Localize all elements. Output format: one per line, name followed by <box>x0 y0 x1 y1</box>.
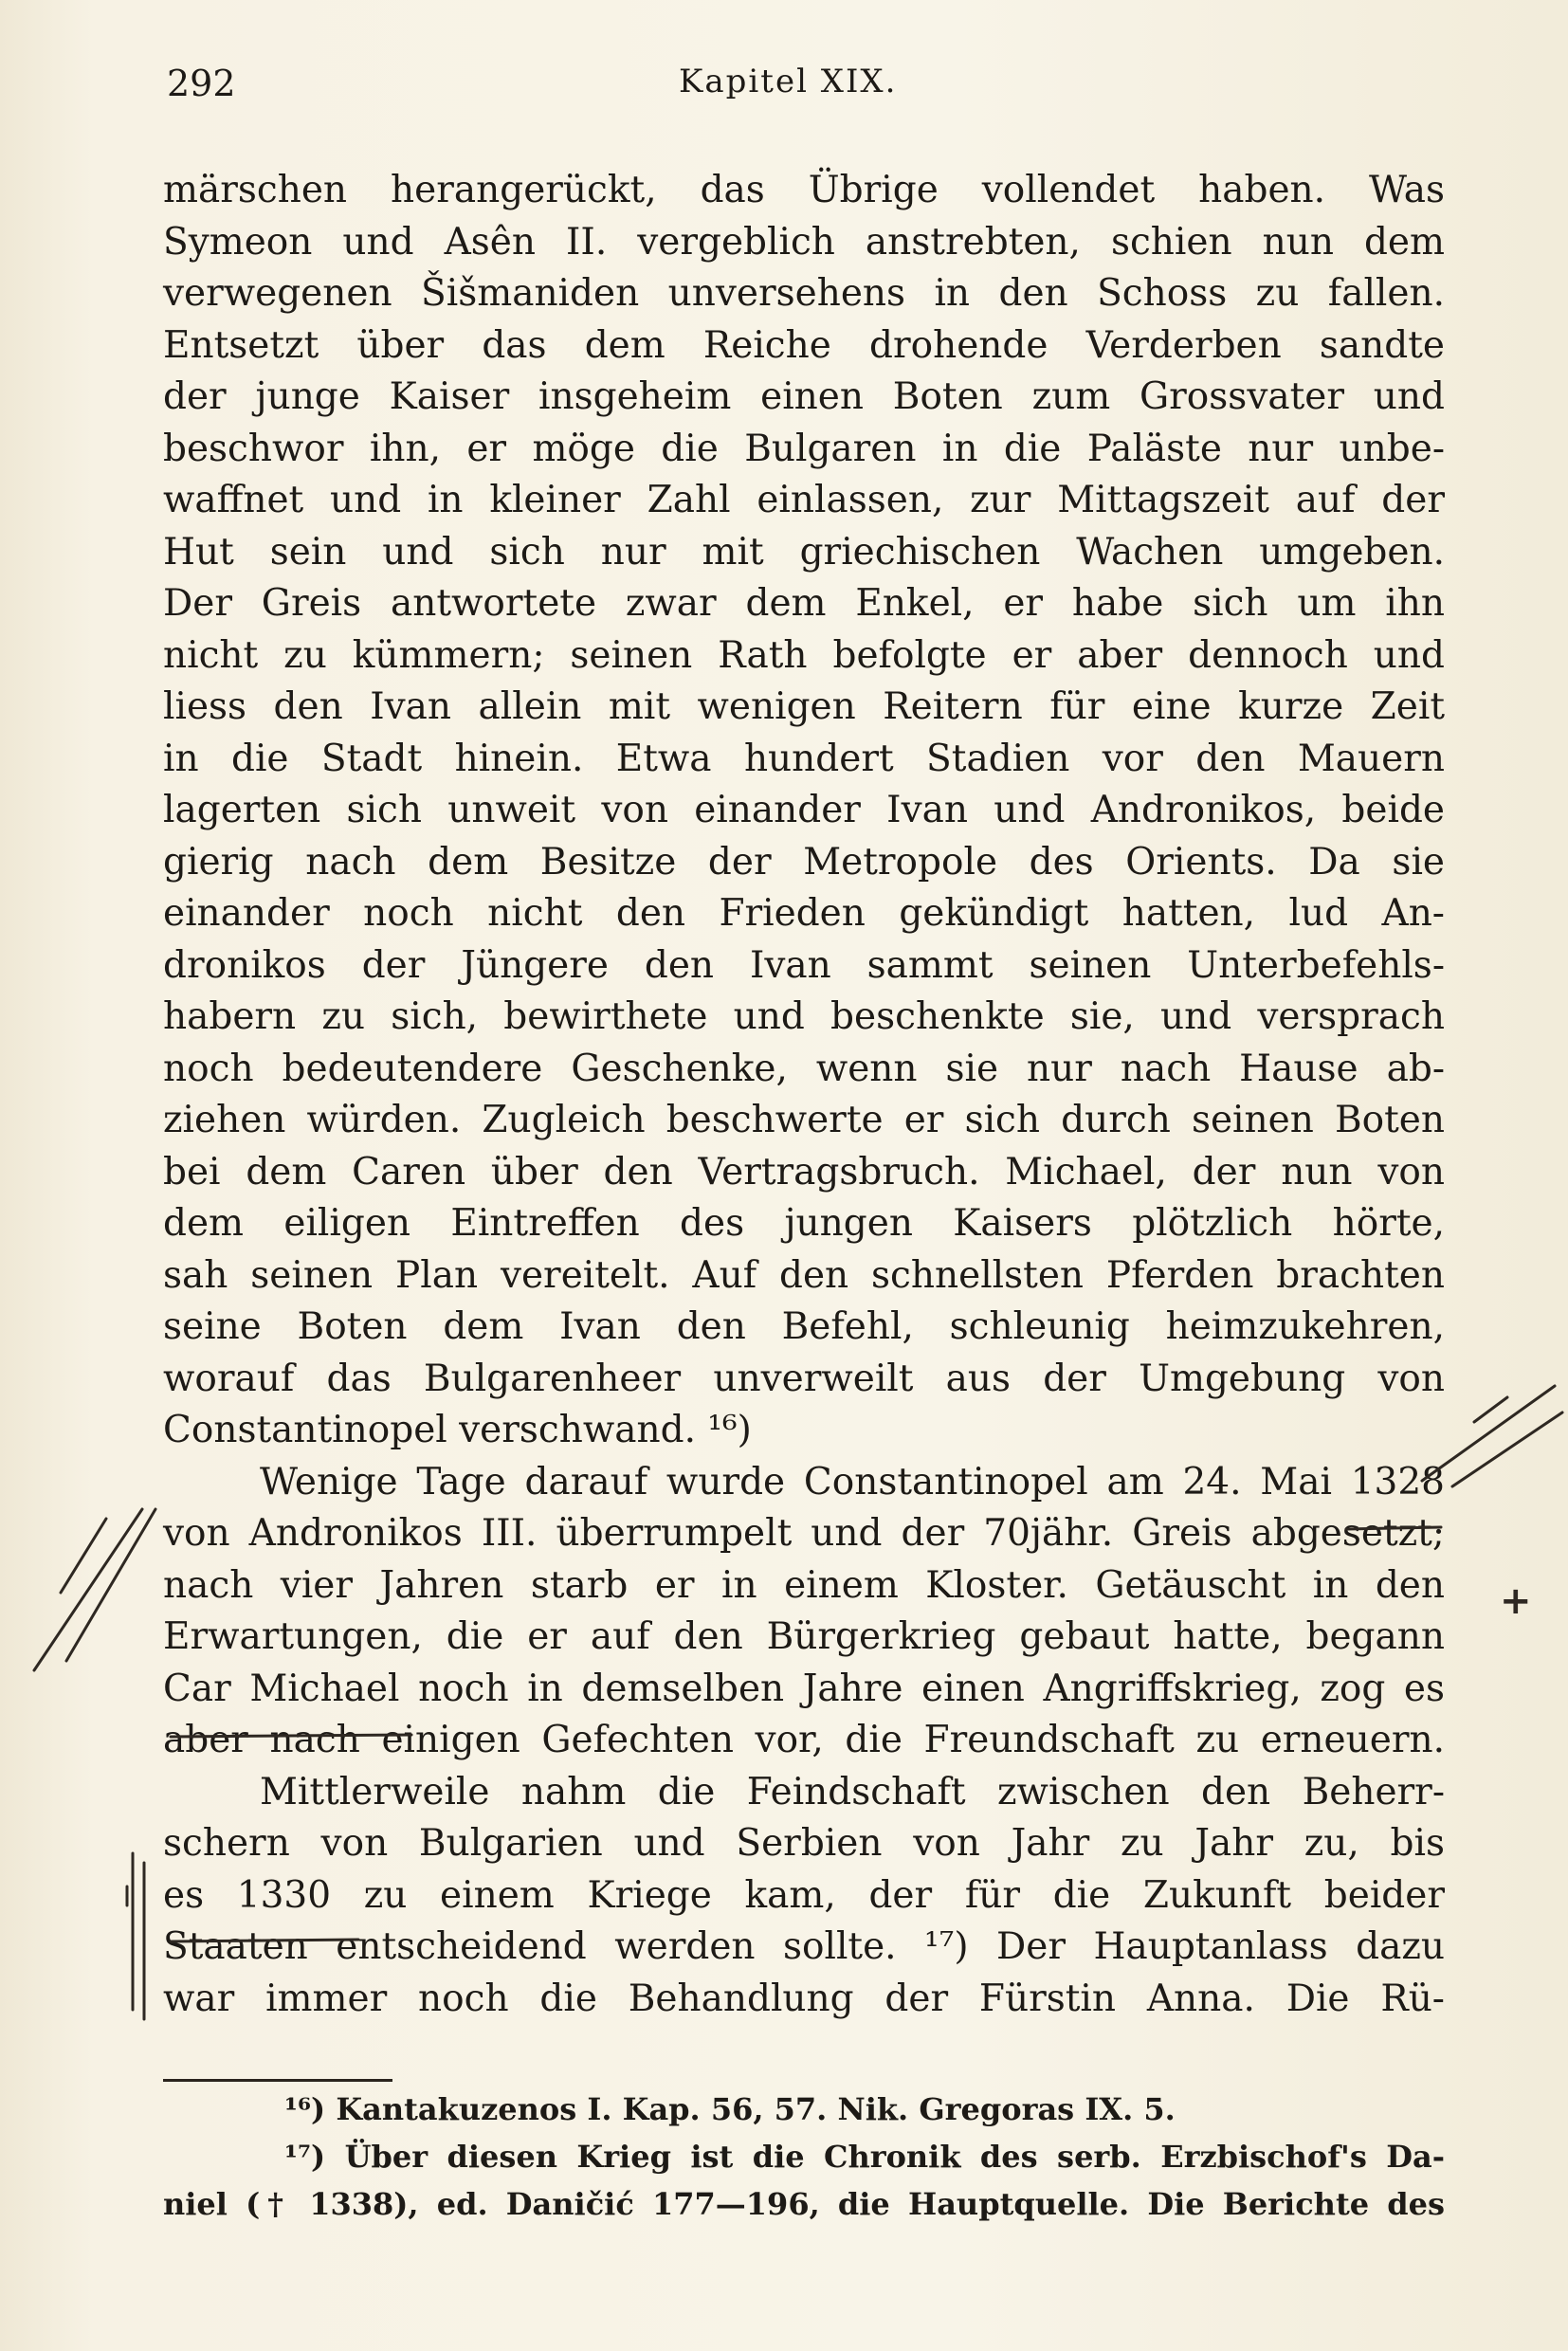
text-line: liess den Ivan allein mit wenigen Reitern für eine kurze Zeit <box>163 685 1445 728</box>
text-line: Staaten entscheidend werden sollte. ¹⁷) Der Hauptanlass dazu <box>163 1925 1445 1968</box>
text-line: noch bedeutendere Geschenke, wenn sie nur nach Hause ab- <box>163 1047 1445 1090</box>
running-head: Kapitel XIX. <box>679 63 898 100</box>
text-line: nach vier Jahren starb er in einem Kloster. Getäuscht in den <box>163 1563 1445 1607</box>
text-line: beschwor ihn, er möge die Bulgaren in die Paläste nur unbe- <box>163 427 1445 470</box>
text-line: es 1330 zu einem Kriege kam, der für die Zukunft beider <box>163 1873 1445 1917</box>
text-line: in die Stadt hinein. Etwa hundert Stadien vor den Mauern <box>163 737 1445 780</box>
footnote-16: ¹⁶) Kantakuzenos I. Kap. 56, 57. Nik. Gregoras IX. 5. <box>284 2091 1176 2127</box>
text-line: Der Greis antwortete zwar dem Enkel, er habe sich um ihn <box>163 582 1445 625</box>
text-line: gierig nach dem Besitze der Metropole des Orients. Da sie <box>163 840 1445 884</box>
margin-slash-left-2 <box>66 1509 155 1661</box>
text-line: ziehen würden. Zugleich beschwerte er sich durch seinen Boten <box>163 1099 1445 1141</box>
footnote-17-continued: niel († 1338), ed. Daničić 177—196, die Hauptquelle. Die Berichte des <box>163 2186 1445 2222</box>
margin-slash-left-1 <box>34 1509 142 1670</box>
text-line: seine Boten dem Ivan den Befehl, schleunig heimzukehren, <box>163 1305 1445 1348</box>
text-line: der junge Kaiser insgeheim einen Boten zum Grossvater und <box>163 375 1445 418</box>
text-line: Constantinopel verschwand. ¹⁶) <box>163 1409 752 1451</box>
text-line: schern von Bulgarien und Serbien von Jahr zu Jahr zu, bis <box>163 1822 1445 1865</box>
text-line: worauf das Bulgarenheer unverweilt aus der Umgebung von <box>163 1357 1445 1400</box>
page-header <box>167 63 1437 119</box>
footnote-17: ¹⁷) Über diesen Krieg ist die Chronik des serb. Erzbischof's Da- <box>284 2139 1445 2175</box>
text-line: Symeon und Asên II. vergeblich anstrebten, schien nun dem <box>163 220 1445 264</box>
margin-slash-right-3 <box>1474 1397 1507 1422</box>
text-line: verwegenen Šišmaniden unversehens in den Schoss zu fallen. <box>163 272 1445 315</box>
text-line: einander noch nicht den Frieden gekündigt hatten, lud An- <box>163 892 1445 935</box>
text-line: Hut sein und sich nur mit griechischen Wachen umgeben. <box>163 530 1445 574</box>
body-text <box>163 165 1445 2025</box>
text-line: waffnet und in kleiner Zahl einlassen, zur Mittagszeit auf der <box>163 479 1445 521</box>
text-line: war immer noch die Behandlung der Fürstin Anna. Die Rü- <box>163 1977 1445 2020</box>
margin-slash-right-2 <box>1452 1412 1562 1486</box>
paragraph-start-line: Wenige Tage darauf wurde Constantinopel am 24. Mai 1328 <box>260 1460 1445 1504</box>
text-line: aber nach einigen Gefechten vor, die Freundschaft zu erneuern. <box>163 1719 1445 1761</box>
text-line: sah seinen Plan vereitelt. Auf den schnellsten Pferden brachten <box>163 1253 1445 1297</box>
paragraph-start-line: Mittlerweile nahm die Feindschaft zwischen den Beherr- <box>260 1770 1445 1813</box>
text-line: bei dem Caren über den Vertragsbruch. Michael, der nun von <box>163 1150 1445 1194</box>
footnote-divider <box>163 2079 392 2082</box>
footnotes <box>163 2086 1445 2228</box>
text-line: nicht zu kümmern; seinen Rath befolgte er aber dennoch und <box>163 633 1445 677</box>
text-line: von Andronikos III. überrumpelt und der 70jähr. Greis abgesetzt; <box>163 1512 1445 1555</box>
text-line: habern zu sich, bewirthete und beschenkte sie, und versprach <box>163 995 1445 1038</box>
text-line: dem eiligen Eintreffen des jungen Kaisers plötzlich hörte, <box>163 1202 1445 1245</box>
margin-slash-left-3 <box>61 1519 106 1593</box>
text-line: Car Michael noch in demselben Jahre einen Angriffskrieg, zog es <box>163 1667 1445 1710</box>
text-line: märschen herangerückt, das Übrige vollendet haben. Was <box>163 169 1445 211</box>
text-line: Entsetzt über das dem Reiche drohende Verderben sandte <box>163 323 1445 367</box>
margin-cross-mark: + <box>1500 1579 1532 1623</box>
text-line: Erwartungen, die er auf den Bürgerkrieg gebaut hatte, begann <box>163 1615 1445 1658</box>
text-line: dronikos der Jüngere den Ivan sammt seinen Unterbefehls- <box>163 943 1445 987</box>
page-number: 292 <box>167 63 236 104</box>
text-line: lagerten sich unweit von einander Ivan und Andronikos, beide <box>163 789 1445 831</box>
